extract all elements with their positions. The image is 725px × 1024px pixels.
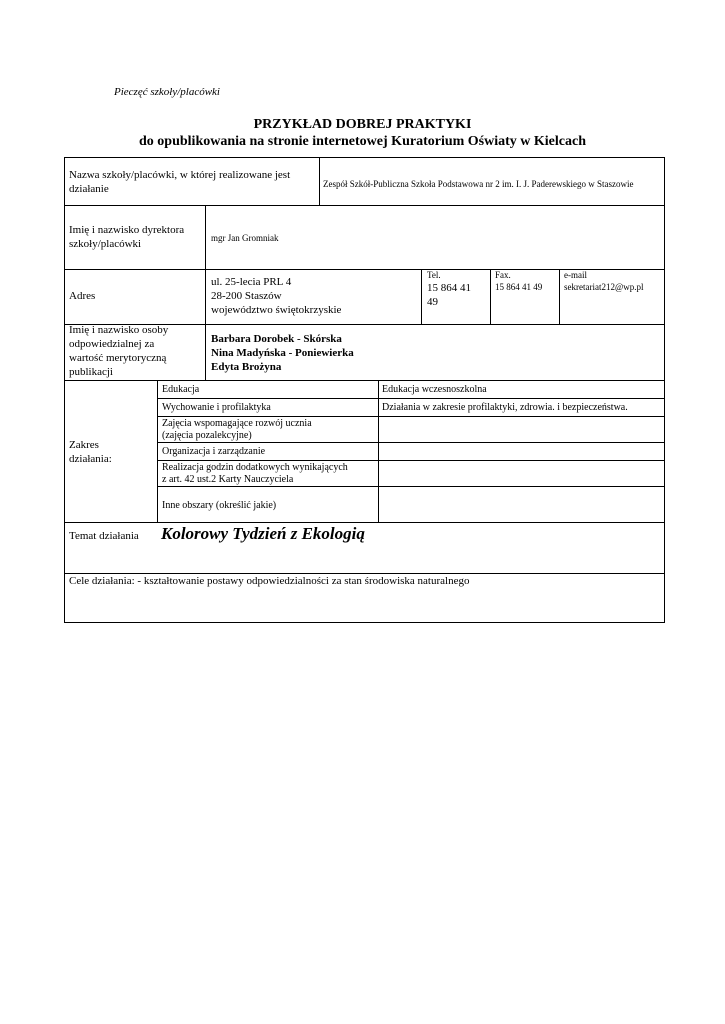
scope-area: Wychowanie i profilaktyka	[162, 402, 271, 413]
director-label: Imię i nazwisko dyrektora	[69, 224, 185, 236]
scope-area: Realizacja godzin dodatkowych wynikających	[162, 462, 348, 473]
scope-value: Edukacja wczesnoszkolna	[382, 384, 487, 395]
scope-area: Organizacja i zarządzanie	[162, 446, 266, 457]
row-divider	[65, 205, 665, 206]
col-divider	[421, 269, 422, 324]
stamp-placeholder: Pieczęć szkoły/placówki	[114, 86, 220, 98]
email-label: e-mail	[564, 270, 587, 280]
address-region: województwo świętokrzyskie	[211, 304, 342, 316]
col-divider	[157, 380, 158, 522]
tel-label: Tel.	[427, 270, 441, 280]
scope-area: Inne obszary (określić jakie)	[162, 500, 277, 511]
responsible-person: Edyta Brożyna	[211, 361, 282, 373]
address-street: ul. 25-lecia PRL 4	[211, 276, 292, 288]
responsible-label-cont: wartość merytoryczną	[69, 352, 167, 364]
col-divider	[559, 269, 560, 324]
form-table	[64, 157, 665, 623]
scope-area-cont: z art. 42 ust.2 Karty Nauczyciela	[162, 474, 294, 485]
goals-text: Cele działania: - kształtowanie postawy odpowiedzialności za stan środowiska naturalnego	[69, 575, 470, 587]
school-name-label: Nazwa szkoły/placówki, w której realizowane jest	[69, 169, 291, 181]
col-divider	[490, 269, 491, 324]
fax-value: 15 864 41 49	[495, 282, 543, 292]
director-value: mgr Jan Gromniak	[211, 233, 279, 243]
director-label-cont: szkoły/placówki	[69, 238, 142, 250]
scope-divider	[157, 398, 665, 399]
scope-value: Działania w zakresie profilaktyki, zdrowia. i bezpieczeństwa.	[382, 402, 628, 413]
tel-value: 15 864 41	[427, 282, 471, 294]
col-divider	[378, 380, 379, 522]
scope-area: Edukacja	[162, 384, 200, 395]
school-name-label-cont: działanie	[69, 183, 109, 195]
scope-area-cont: (zajęcia pozalekcyjne)	[162, 430, 252, 441]
scope-label: Zakres	[69, 439, 99, 451]
row-divider	[65, 522, 665, 523]
topic-label: Temat działania	[69, 530, 139, 542]
topic-value: Kolorowy Tydzień z Ekologią	[161, 524, 365, 543]
scope-divider	[157, 486, 665, 487]
tel-value-cont: 49	[427, 296, 438, 308]
fax-label: Fax.	[495, 270, 511, 280]
document-title: PRZYKŁAD DOBREJ PRAKTYKI	[253, 117, 472, 132]
address-city: 28-200 Staszów	[211, 290, 282, 302]
document-subtitle: do opublikowania na stronie internetowej Kuratorium Oświaty w Kielcach	[139, 134, 586, 149]
responsible-label-cont: odpowiedzialnej za	[69, 338, 155, 350]
scope-divider	[157, 442, 665, 443]
email-value: sekretariat212@wp.pl	[564, 282, 644, 292]
responsible-label-cont: publikacji	[69, 366, 113, 378]
row-divider	[65, 380, 665, 381]
school-name-value: Zespół Szkół-Publiczna Szkoła Podstawowa nr 2 im. I. J. Paderewskiego w Staszowie	[323, 179, 634, 189]
responsible-person: Barbara Dorobek - Skórska	[211, 333, 342, 345]
responsible-person: Nina Madyńska - Poniewierka	[211, 347, 354, 359]
scope-area: Zajęcia wspomagające rozwój ucznia	[162, 418, 312, 429]
responsible-label: Imię i nazwisko osoby	[69, 324, 169, 336]
col-divider	[319, 158, 320, 205]
scope-label-cont: działania:	[69, 453, 112, 465]
row-divider	[65, 573, 665, 574]
col-divider	[205, 205, 206, 380]
address-label: Adres	[69, 290, 96, 302]
